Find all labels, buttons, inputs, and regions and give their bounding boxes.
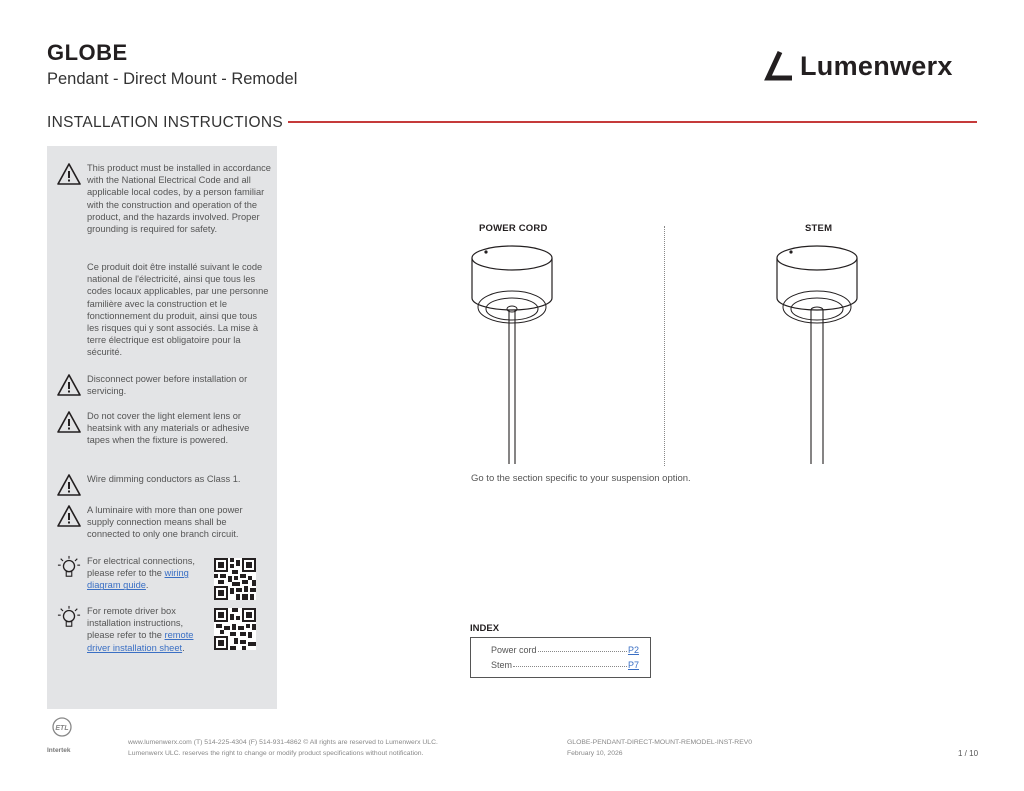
footer-contact: www.lumenwerx.com (T) 514-225-4304 (F) 514-931-4862 © All rights are reserved to Lumenwerx ULC. [128,739,438,746]
tip-text [87,555,207,592]
warning-text: This product must be installed in accordance with the National Electrical Code and all applicable local codes, by a person familiar with the construction and operation of the product, and the hazards involved. Proper grounding is required for safety. [87,163,271,235]
index-entry-stem[interactable] [491,660,639,670]
brand-wordmark: Lumenwerx [800,51,953,81]
index-entry-label: Stem [491,660,513,670]
warning-triangle-icon [57,504,81,528]
tip-suffix: . [182,642,185,653]
lightbulb-icon [57,605,81,629]
tip-suffix: . [145,580,149,591]
option-divider [664,226,665,466]
warning-triangle-icon [57,410,81,434]
index-page-link[interactable]: P2 [627,645,639,655]
warning-triangle-icon [57,162,81,186]
tip-prefix: For remote driver box installation instructions, please refer to the [87,606,184,641]
document-date: February 10, 2026 [567,750,623,757]
cert-label: Intertek [47,747,71,754]
index-entry-power-cord[interactable] [491,645,639,655]
safety-warnings-panel [47,146,277,709]
power-cord-illustration[interactable] [462,238,562,466]
footer-disclaimer: Lumenwerx ULC. reserves the right to change or modify product specifications without notification. [128,750,424,757]
warning-text: Disconnect power before installation or servicing. [87,374,248,397]
warning-text: Ce produit doit être installé suivant le code national de l'électricité, ainsi que tous les codes locaux applicables, par une personne familière avec la construction et le fonctionnement du produit, ainsi que tous les risques qui y sont associés. La mise à terre électrique est obligatoire pour la sécurité. [87,262,269,358]
index-page-link[interactable]: P7 [627,660,639,670]
document-code: GLOBE-PENDANT-DIRECT-MOUNT-REMODEL-INST-REV0 [567,739,753,746]
lumenwerx-logo-icon [764,48,798,86]
lightbulb-icon [57,555,81,579]
index-entry-label: Power cord [491,645,537,655]
wiring-diagram-qr-code[interactable] [214,558,256,600]
remote-driver-link[interactable]: remote driver installation sheet [87,630,194,653]
remote-driver-qr-code[interactable] [214,608,256,650]
page-number: 1 / 10 [958,749,979,758]
option-label-stem: STEM [805,223,833,234]
instruction-text: Go to the section specific to your suspension option. [471,473,691,484]
wiring-diagram-link[interactable]: wiring diagram guide [87,568,189,591]
warning-text: Do not cover the light element lens or heatsink with any materials or adhesive tapes when the fixture is powered. [87,411,250,446]
warning-triangle-icon [57,473,81,497]
brand-logo [764,48,979,88]
leader-dots [538,645,627,652]
svg-text:ETL: ETL [55,725,69,732]
index-table [470,637,651,678]
tip-text [87,605,209,654]
warning-text: A luminaire with more than one power supply connection means shall be connected to only one branch circuit. [87,505,243,540]
product-title: GLOBE [47,40,128,65]
warning-text: Wire dimming conductors as Class 1. [87,474,241,484]
leader-dots [513,660,627,667]
warning-triangle-icon [57,373,81,397]
tip-prefix: For electrical connections, please refer to the [87,556,195,579]
option-label-power-cord: POWER CORD [479,223,548,234]
section-title: INSTALLATION INSTRUCTIONS [47,114,284,131]
section-rule [288,121,977,123]
product-subtitle: Pendant - Direct Mount - Remodel [47,70,298,88]
stem-illustration[interactable] [767,238,867,466]
index-title: INDEX [470,623,500,634]
etl-certification-icon [44,716,80,742]
